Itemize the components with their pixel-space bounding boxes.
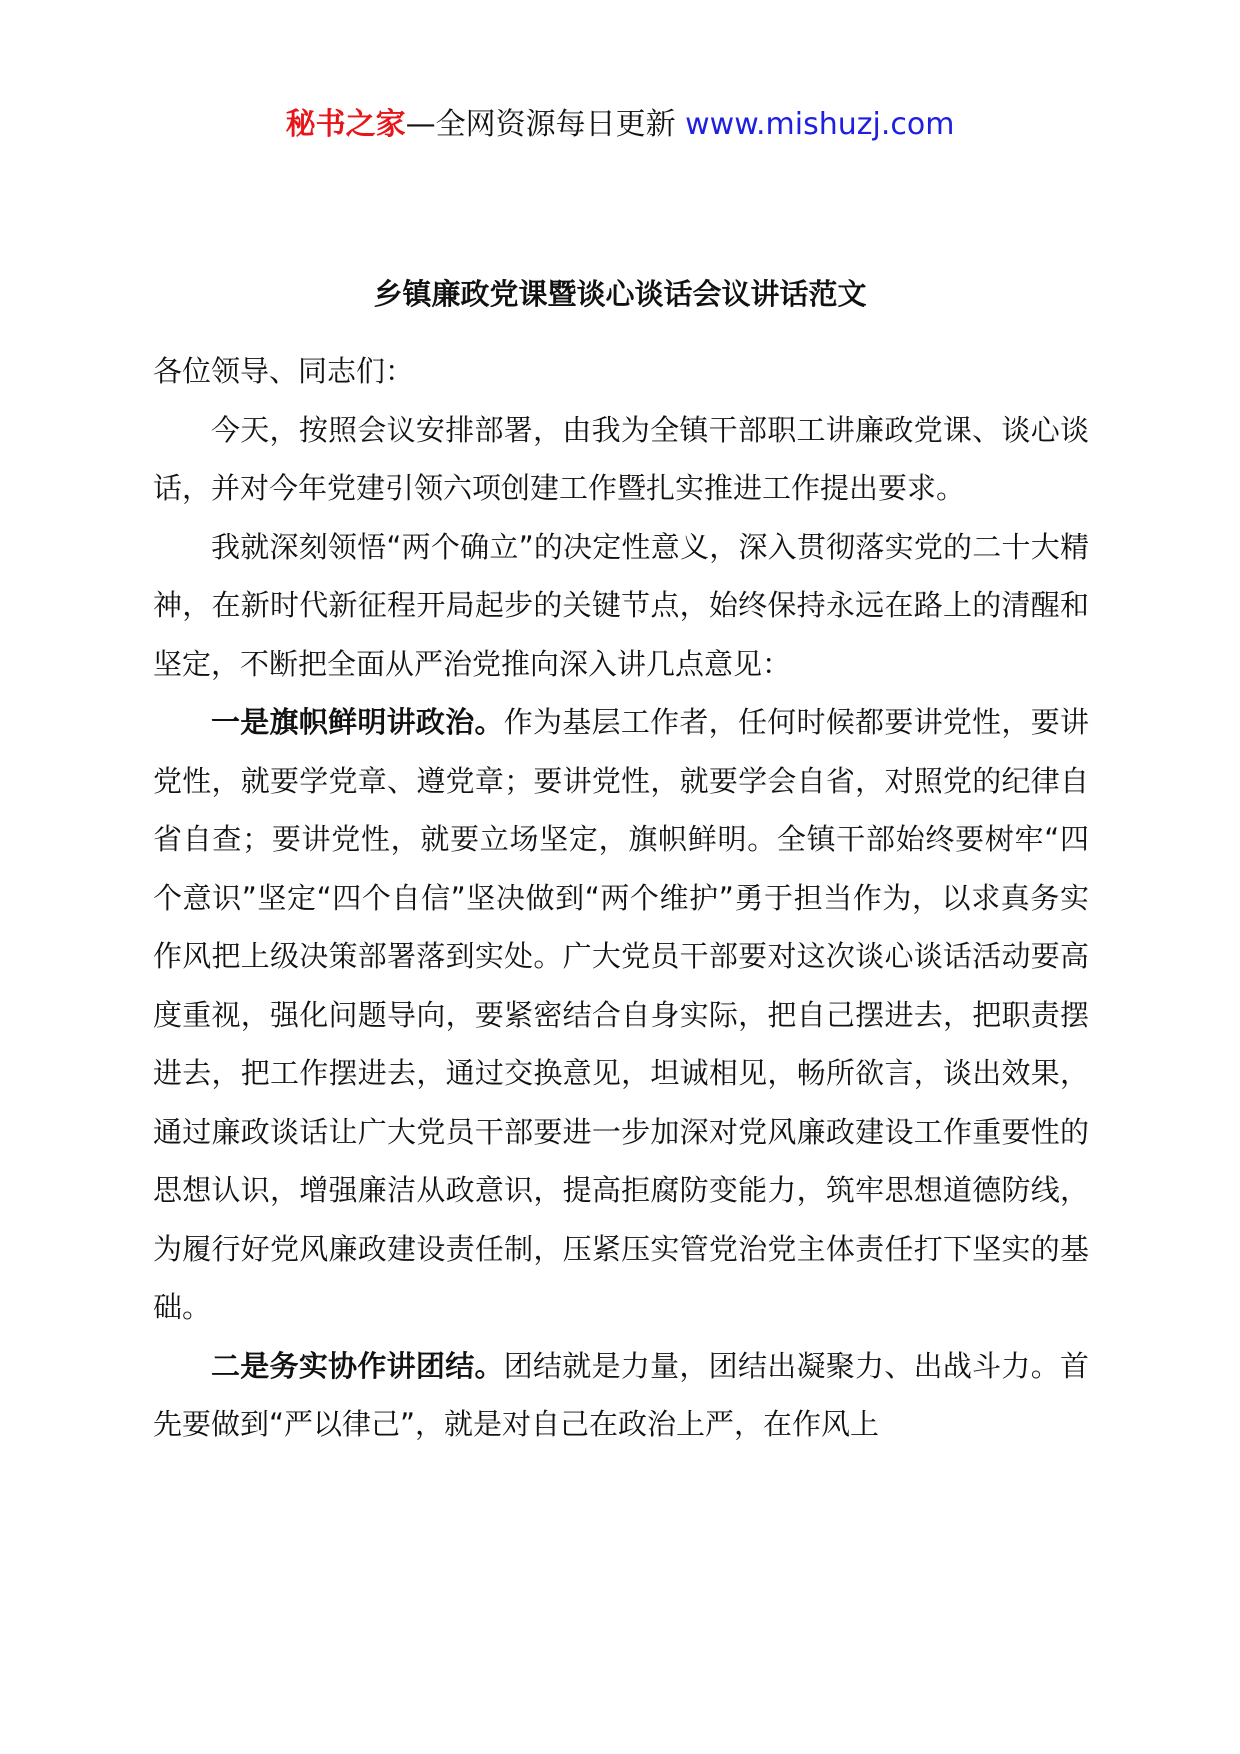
document-title: 乡镇廉政党课暨谈心谈话会议讲话范文: [373, 277, 867, 311]
section-heading-politics: 一是旗帜鲜明讲政治。: [211, 705, 504, 739]
section-body-unity: 团结就是力量，团结出凝聚力、出战斗力。首先要做到“严以律己”，就是对自己在政治上严，在作风上: [153, 1348, 1089, 1441]
section-heading-unity: 二是务实协作讲团结。: [211, 1348, 504, 1383]
salutation: 各位领导、同志们：: [153, 354, 415, 388]
document-body: [153, 342, 1089, 1454]
paragraph-politics: [153, 693, 1089, 1337]
paragraph-unity: [153, 1337, 1089, 1454]
brand-name: 秘书之家: [285, 107, 406, 142]
paragraph-intro: 今天，按照会议安排部署，由我为全镇干部职工讲廉政党课、谈心谈话，并对今年党建引领六项创建工作暨扎实推进工作提出要求。: [153, 412, 1089, 505]
site-header: [0, 100, 1240, 150]
header-tagline: —全网资源每日更新: [405, 107, 676, 142]
paragraph-overview: 我就深刻领悟“两个确立”的决定性意义，深入贯彻落实党的二十大精神，在新时代新征程开局起步的关键节点，始终保持永远在路上的清醒和坚定，不断把全面从严治党推向深入讲几点意见：: [153, 529, 1089, 681]
section-body-politics: 作为基层工作者，任何时候都要讲党性，要讲党性，就要学党章、遵党章；要讲党性，就要学会自省，对照党的纪律自省自查；要讲党性，就要立场坚定，旗帜鲜明。全镇干部始终要树牢“四个意识”坚定“四个自信”坚决做到“两个维护”勇于担当作为，以求真务实作风把上级决策部署落到实处。广大党员干部要对这次谈心谈话活动要高度重视，强化问题导向，要紧密结合自身实际，把自己摆进去，把职责摆进去，把工作摆进去，通过交换意见，坦诚相见，畅所欲言，谈出效果，通过廉政谈话让广大党员干部要进一步加深对党风廉政建设工作重要性的思想认识，增强廉洁从政意识，提高拒腐防变能力，筑牢思想道德防线，为履行好党风廉政建设责任制，压紧压实管党治党主体责任打下坚实的基础。: [153, 705, 1089, 1324]
site-url-link[interactable]: www.mishuzj.com: [685, 107, 955, 142]
